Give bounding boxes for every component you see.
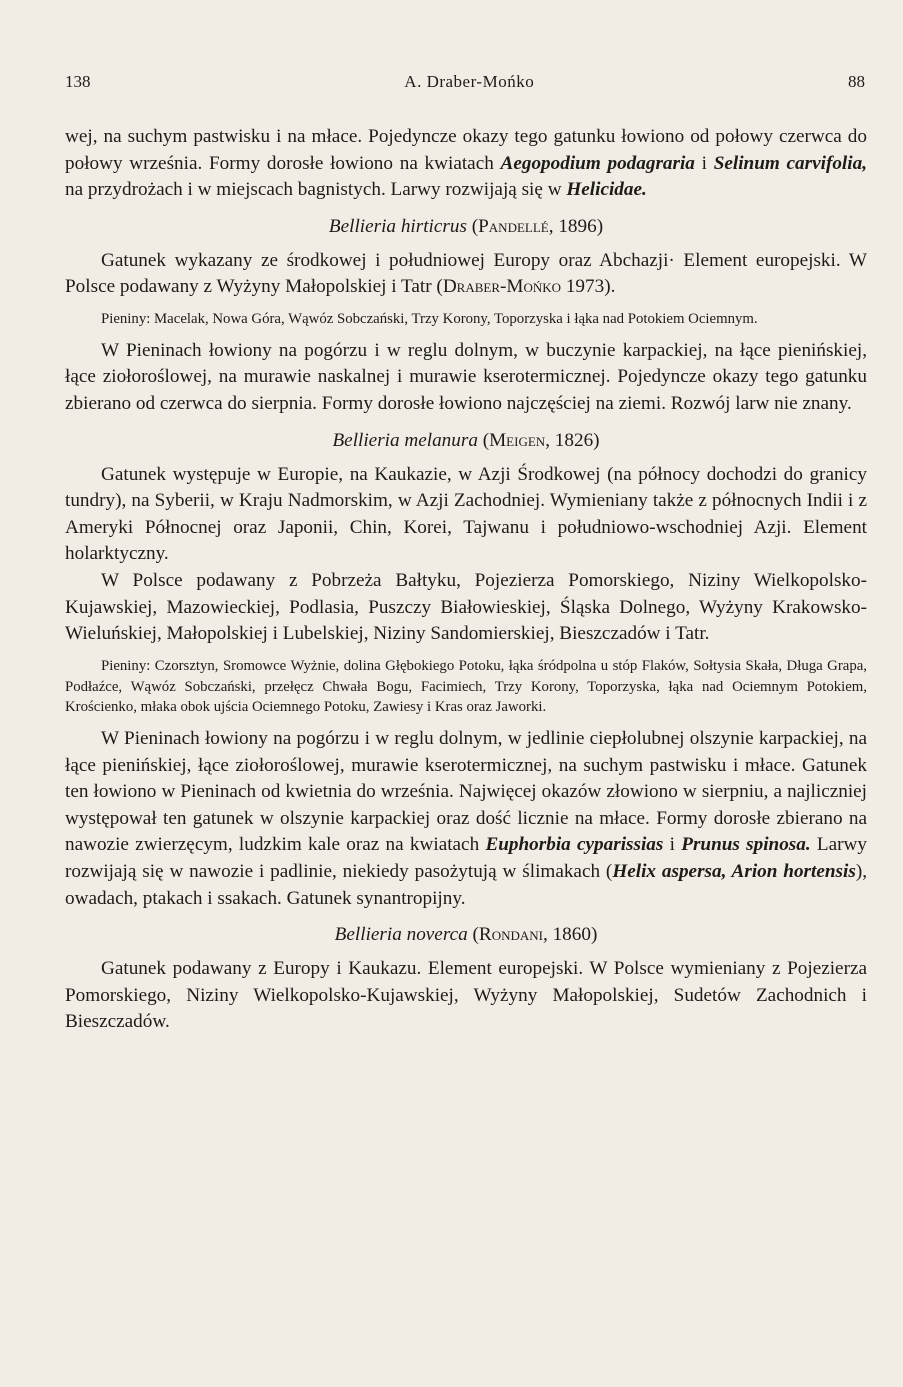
species-heading-noverca [65, 924, 867, 946]
ecology-paragraph [65, 726, 867, 912]
species-heading-melanura [65, 430, 867, 452]
volume-number: 88 [848, 72, 865, 91]
distribution-paragraph [65, 248, 867, 301]
taxon-name: Selinum carvifolia, [713, 152, 867, 174]
poland-paragraph: W Polsce podawany z Pobrzeża Bałtyku, Pojezierza Pomorskiego, Niziny Wielkopolsko-Kujawskiej, Mazowieckiej, Podlasia, Puszczy Białowieskiej, Śląska Dolnego, Wyżyny Krakowsko-Wieluńskiej, Małopolskiej i Lubelskiej, Niziny Sandomierskiej, Bieszczadów i Tatr. [65, 569, 867, 645]
taxon-name: Euphorbia cyparissias [485, 834, 664, 856]
text-run: i [694, 152, 714, 174]
species-author: Pandellé [478, 215, 549, 237]
text-run: na przydrożach i w miejscach bagnistych. Larwy rozwijają się w [65, 179, 567, 201]
localities-paragraph: Pieniny: Czorsztyn, Sromowce Wyżnie, dolina Głębokiego Potoku, łąka śródpolna u stóp Flaków, Sołtysia Skała, Długa Grapa, Podłaźce, Wąwóz Sobczański, przełęcz Chwała Bogu, Facimiech, Trzy Korony, Toporzyska, łąka nad Ociemnym Potokiem, Krościenko, młaka obok ujścia Ociemnego Potoku, Zawiesy i Kras oraz Jaworki. [65, 657, 867, 716]
text-run: 1973). [561, 276, 616, 298]
text-run: W Pieninach łowiony na pogórzu i w reglu dolnym, w jedlinie ciepłolubnej olszynie karpackiej, na łące pienińskiej, łące ziołoroślowej, murawie kserotermicznej, na suchym pastwisku i młace. Gatunek ten łowiono w Pieninach od kwietnia do września. Najwięcej okazów złowiono w sierpniu, a najliczniej występował ten gatunek w olszynie karpackiej oraz dość licznie na młace. Formy dorosłe zbierano na nawozie zwierzęcym, ludzkim kale oraz na kwiatach [65, 728, 867, 856]
text-run: Gatunek wykazany ze środkowej i południowej Europy oraz Abchazji· Element europejski. W Polsce podawany z Wyżyny Małopolskiej i Tatr ( [65, 249, 867, 298]
page-content [65, 124, 867, 1036]
taxon-name: Aegopodium podagraria [500, 152, 695, 174]
distribution-paragraph: Gatunek występuje w Europie, na Kaukazie, w Azji Środkowej (na północy dochodzi do granicy tundry), na Syberii, w Kraju Nadmorskim, w Azji Zachodniej. Wymieniany także z północnych Indii i z Ameryki Północnej oraz Japonii, Chin, Korei, Tajwanu i południowo-wschodniej Azji. Element holarktyczny. [65, 463, 867, 565]
species-name: Bellieria noverca [334, 924, 468, 946]
paren-open: ( [477, 429, 490, 451]
ecology-paragraph: W Pieninach łowiony na pogórzu i w reglu dolnym, w buczynie karpackiej, na łące pienińskiej, łące ziołoroślowej, na murawie naskalnej i murawie kserotermicznej. Pojedyncze okazy tego gatunku zbierano od czerwca do sierpnia. Formy dorosłe łowiono najczęściej na ziemi. Rozwój larw nie znany. [65, 339, 867, 414]
species-author: Meigen [489, 429, 546, 451]
species-year: , 1860) [542, 924, 598, 946]
paren-open: ( [467, 924, 479, 946]
citation-author: Draber-Mońko [442, 276, 562, 298]
paren-open: ( [466, 215, 479, 237]
text-run: Larwy rozwijają się w nawozie i padlinie, niekiedy pasożytują w ślimakach ( [65, 834, 868, 883]
text-run: wej, na suchym pastwisku i na młace. Pojedyncze okazy tego gatunku łowiono od połowy czerwca do połowy września. Formy dorosłe łowiono na kwiatach [65, 126, 867, 174]
localities-paragraph: Pieniny: Macelak, Nowa Góra, Wąwóz Sobczański, Trzy Korony, Toporzyska i łąka nad Potokiem Ociemnym. [101, 310, 758, 327]
species-year: , 1896) [548, 215, 604, 237]
taxon-name: Prunus spinosa. [681, 834, 811, 856]
running-header [65, 72, 865, 92]
taxon-name: Helix aspersa, Arion hortensis [612, 861, 856, 883]
text-run: ), owadach, ptakach i ssakach. Gatunek synantropijny. [65, 861, 867, 909]
page-number: 138 [65, 72, 91, 91]
species-name: Bellieria hirticrus [328, 215, 467, 237]
continuation-paragraph [65, 124, 867, 204]
distribution-paragraph: Gatunek podawany z Europy i Kaukazu. Element europejski. W Polsce wymieniany z Pojezierza Pomorskiego, Niziny Wielkopolsko-Kujawskiej, Wyżyny Małopolskiej, Sudetów Zachodnich i Bieszczadów. [65, 958, 867, 1033]
running-author: A. Draber-Mońko [404, 72, 535, 91]
species-year: , 1826) [545, 429, 600, 451]
text-run: i [663, 834, 682, 856]
species-heading-hirticrus [65, 216, 867, 238]
species-author: Rondani [478, 924, 543, 946]
taxon-name: Helicidae. [566, 179, 647, 201]
species-name: Bellieria melanura [332, 429, 478, 451]
